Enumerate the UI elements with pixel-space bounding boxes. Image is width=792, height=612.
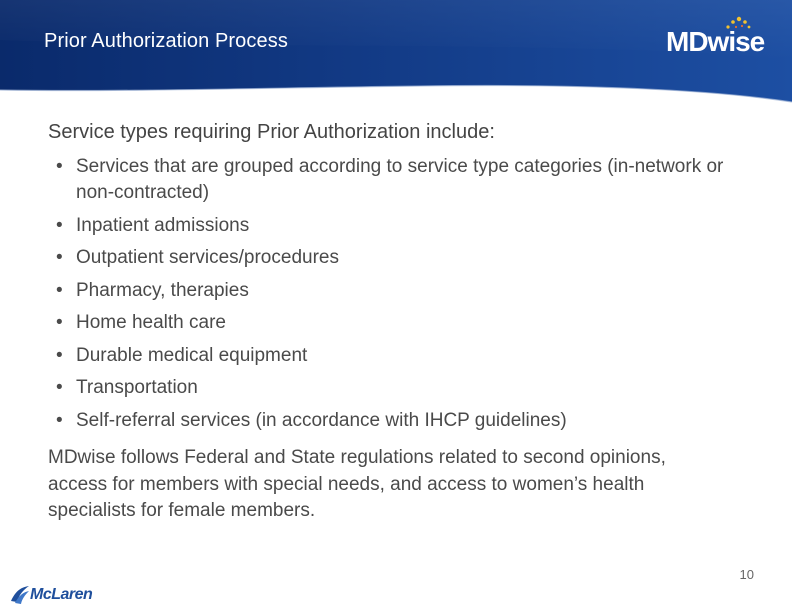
bullet-icon: • <box>56 214 63 236</box>
bullet-icon: • <box>56 344 63 366</box>
mclaren-swoosh-icon <box>10 584 30 606</box>
list-item: • Self-referral services (in accordance with IHCP guidelines) <box>56 408 756 434</box>
mdwise-logo <box>666 20 766 64</box>
mclaren-logo <box>10 584 110 606</box>
bullet-icon: • <box>56 377 63 398</box>
bullet-icon: • <box>56 312 63 333</box>
page-number: 10 <box>739 567 754 582</box>
list-item: • Pharmacy, therapies <box>56 278 756 304</box>
slide-title: Prior Authorization Process <box>44 30 288 52</box>
mclaren-logo-text: McLaren <box>30 586 93 603</box>
intro-heading: Service types requiring Prior Authorization include: <box>48 121 495 143</box>
logo-md-text: MD <box>666 26 708 57</box>
logo-wise-text: wise <box>707 26 765 57</box>
bullet-icon: • <box>56 156 63 177</box>
list-item: • Services that are grouped according to service type categories (in-network or non-contracted) <box>56 156 724 203</box>
list-item: • Transportation <box>56 375 756 401</box>
header-banner <box>0 0 792 110</box>
list-item: • Inpatient admissions <box>56 213 756 239</box>
list-item: • Home health care <box>56 310 756 336</box>
bullet-icon: • <box>56 279 63 301</box>
bullet-icon: • <box>56 247 63 268</box>
list-item: • Outpatient services/procedures <box>56 245 756 271</box>
bullet-icon: • <box>56 409 63 431</box>
service-types-list <box>56 154 756 440</box>
regulations-paragraph: MDwise follows Federal and State regulations related to second opinions, access for members with special needs, and access to women’s health specialists for female members. <box>48 447 666 521</box>
list-item: • Durable medical equipment <box>56 343 756 369</box>
